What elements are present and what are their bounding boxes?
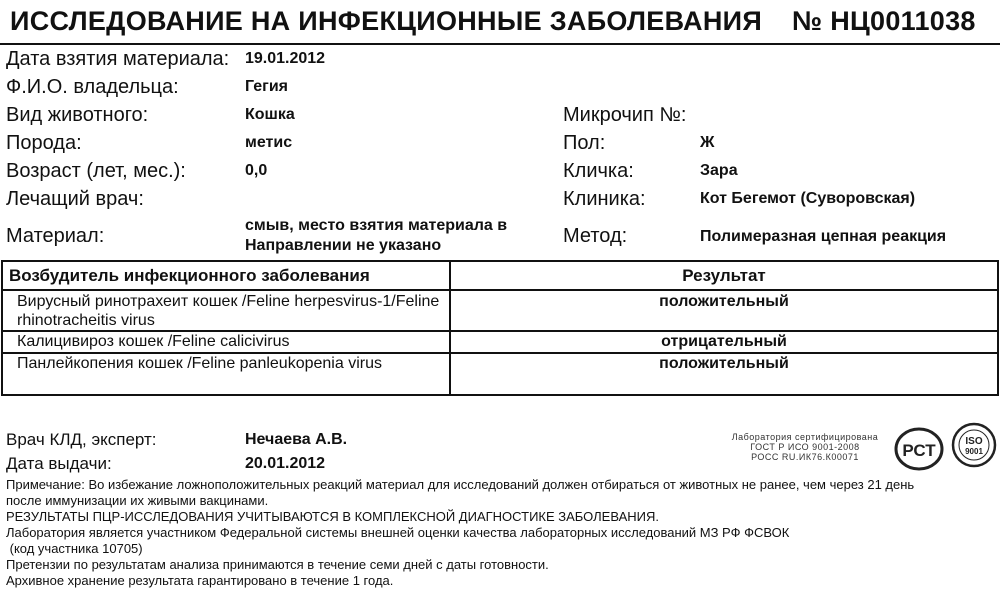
pathogen-cell: Калицивироз кошек /Feline calicivirus — [2, 331, 450, 353]
results-table — [1, 260, 999, 396]
field-label-microchip: Микрочип №: — [563, 104, 687, 126]
field-value-material: смыв, место взятия материала в Направлении не указано — [245, 217, 508, 254]
header-result: Результат — [450, 261, 998, 290]
rst-mark-text: РСТ — [902, 441, 936, 460]
field-value-owner: Гегия — [245, 78, 288, 95]
iso-mark-icon — [951, 422, 997, 468]
rst-mark-icon — [893, 425, 945, 473]
field-value-issue-date: 20.01.2012 — [245, 455, 326, 472]
note-line-6: Претензии по результатам анализа принимаются в течение семи дней с даты готовности. — [6, 557, 549, 572]
certification-line1: Лаборатория сертифицирована — [731, 432, 879, 442]
certification-line3: РОСС RU.ИК76.К00071 — [751, 452, 859, 462]
iso-mark-number: 9001 — [965, 447, 983, 456]
document-title: ИССЛЕДОВАНИЕ НА ИНФЕКЦИОННЫЕ ЗАБОЛЕВАНИЯ — [10, 6, 763, 36]
note-line-7: Архивное хранение результата гарантировано в течение 1 года. — [6, 573, 394, 588]
certification-line2: ГОСТ Р ИСО 9001-2008 — [750, 442, 860, 452]
field-value-sex: Ж — [700, 134, 715, 151]
field-label-doctor: Лечащий врач: — [6, 188, 144, 210]
pathogen-cell: Вирусный ринотрахеит кошек /Feline herpesvirus-1/Feline rhinotracheitis virus — [2, 290, 450, 331]
field-label-species: Вид животного: — [6, 104, 149, 126]
field-value-species: Кошка — [245, 106, 295, 123]
field-label-sample-date: Дата взятия материала: — [6, 48, 230, 70]
field-label-issue-date: Дата выдачи: — [6, 454, 112, 473]
field-value-pet-name: Зара — [700, 162, 738, 179]
field-label-expert: Врач КЛД, эксперт: — [6, 430, 157, 449]
field-label-age: Возраст (лет, мес.): — [6, 160, 186, 182]
note-line-1: Примечание: Во избежание ложноположительных реакций материал для исследований должен отбираться от животных не ранее, чем через 21 день — [6, 477, 915, 492]
pathogen-cell: Панлейкопения кошек /Feline panleukopenia virus — [2, 353, 450, 395]
result-cell: отрицательный — [450, 331, 998, 353]
table-row — [2, 290, 998, 331]
field-value-method: Полимеразная цепная реакция — [700, 228, 947, 245]
header-rule — [0, 43, 1000, 45]
field-label-material: Материал: — [6, 225, 105, 247]
header-pathogen: Возбудитель инфекционного заболевания — [2, 261, 450, 290]
field-value-expert: Нечаева А.В. — [245, 431, 348, 448]
iso-mark-text: ISO — [965, 436, 983, 447]
result-cell: положительный — [450, 290, 998, 331]
field-label-breed: Порода: — [6, 132, 82, 154]
field-label-clinic: Клиника: — [563, 188, 646, 210]
table-row — [2, 331, 998, 353]
field-label-pet-name: Кличка: — [563, 160, 634, 182]
note-line-4: Лаборатория является участником Федеральной системы внешней оценки качества лабораторных исследований МЗ РФ ФСВОК — [6, 525, 790, 540]
result-cell: положительный — [450, 353, 998, 395]
field-label-owner: Ф.И.О. владельца: — [6, 76, 179, 98]
field-value-breed: метис — [245, 134, 293, 151]
table-row — [2, 353, 998, 395]
document-number: № НЦ0011038 — [792, 6, 976, 36]
field-value-age: 0,0 — [245, 162, 268, 179]
field-value-sample-date: 19.01.2012 — [245, 50, 326, 67]
note-line-3: РЕЗУЛЬТАТЫ ПЦР-ИССЛЕДОВАНИЯ УЧИТЫВАЮТСЯ В КОМПЛЕКСНОЙ ДИАГНОСТИКЕ ЗАБОЛЕВАНИЯ. — [6, 509, 659, 524]
field-value-clinic: Кот Бегемот (Суворовская) — [700, 190, 916, 207]
field-label-method: Метод: — [563, 225, 628, 247]
field-label-sex: Пол: — [563, 132, 606, 154]
certification-text — [720, 432, 890, 462]
results-table-header — [2, 261, 998, 290]
note-line-5: (код участника 10705) — [6, 541, 143, 556]
note-line-2: после иммунизации их живыми вакцинами. — [6, 493, 269, 508]
